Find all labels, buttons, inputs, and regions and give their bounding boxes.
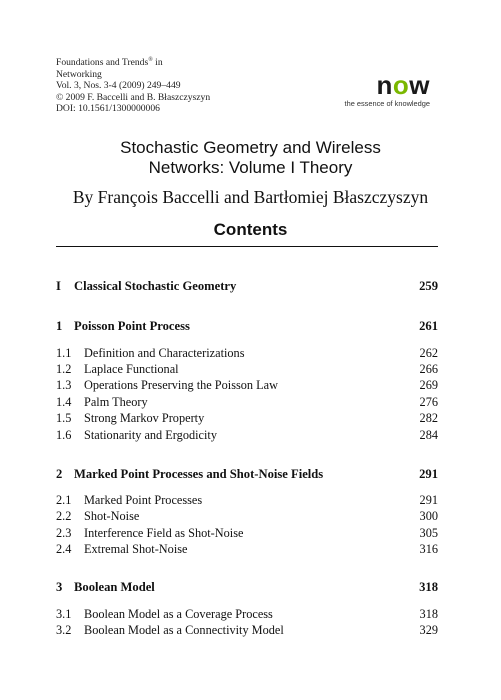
section-page: 262	[419, 346, 438, 360]
chapter-title: Poisson Point Process	[74, 319, 190, 333]
part-number: I	[56, 279, 61, 293]
section-number: 2.2	[56, 509, 72, 523]
section-title: Palm Theory	[84, 395, 148, 409]
chapter-page: 291	[419, 467, 438, 481]
journal-field: Networking	[56, 68, 102, 80]
chapter-page: 318	[419, 580, 438, 594]
section-title: Operations Preserving the Poisson Law	[84, 378, 278, 392]
section-page: 305	[419, 526, 438, 540]
chapter-number: 2	[56, 467, 63, 481]
section-page: 284	[419, 428, 438, 442]
section-page: 316	[419, 542, 438, 556]
section-title: Marked Point Processes	[84, 493, 203, 507]
section-title: Interference Field as Shot-Noise	[84, 526, 244, 540]
section-number: 2.1	[56, 493, 72, 507]
section-number: 3.1	[56, 607, 72, 621]
book-title	[0, 138, 501, 178]
logo-tagline: the essence of knowledge	[344, 99, 430, 108]
journal-in: in	[152, 57, 163, 68]
section-page: 276	[419, 395, 438, 409]
section-number: 2.3	[56, 526, 72, 540]
section-page: 291	[419, 493, 438, 507]
chapter-number: 3	[56, 580, 63, 594]
title-line-1: Stochastic Geometry and Wireless	[120, 138, 381, 157]
logo-wordmark	[340, 72, 440, 98]
section-page: 329	[419, 623, 438, 637]
section-number: 1.6	[56, 428, 72, 442]
chapter-title: Boolean Model	[74, 580, 155, 594]
section-title: Extremal Shot-Noise	[84, 542, 188, 556]
copyright-line: © 2009 F. Baccelli and B. Błaszczyszyn	[56, 91, 211, 103]
section-number: 1.5	[56, 411, 72, 425]
section-title: Definition and Characterizations	[84, 346, 245, 360]
chapter-title: Marked Point Processes and Shot-Noise Fields	[74, 467, 324, 481]
section-page: 269	[419, 378, 438, 392]
volume-info: Vol. 3, Nos. 3-4 (2009) 249–449	[56, 80, 181, 92]
section-title: Strong Markov Property	[84, 411, 205, 425]
section-number: 1.1	[56, 346, 72, 360]
logo-letter-w: w	[409, 70, 430, 100]
journal-line	[56, 57, 210, 69]
section-title: Stationarity and Ergodicity	[84, 428, 217, 442]
section-page: 266	[419, 362, 438, 376]
registered-mark: ®	[148, 57, 153, 63]
logo-letter-n: n	[376, 70, 393, 100]
section-page: 282	[419, 411, 438, 425]
title-line-2: Networks: Volume I Theory	[148, 158, 353, 177]
heading-rule	[56, 246, 438, 247]
section-number: 2.4	[56, 542, 72, 556]
doi-line: DOI: 10.1561/1300000006	[56, 103, 160, 115]
chapter-number: 1	[56, 319, 63, 333]
section-number: 1.4	[56, 395, 72, 409]
section-number: 1.2	[56, 362, 72, 376]
contents-heading: Contents	[213, 220, 288, 239]
section-title: Shot-Noise	[84, 509, 140, 523]
chapter-page: 261	[419, 319, 438, 333]
section-number: 1.3	[56, 378, 72, 392]
section-page: 318	[419, 607, 438, 621]
part-page: 259	[419, 279, 438, 293]
publisher-logo	[340, 72, 440, 108]
section-title: Laplace Functional	[84, 362, 179, 376]
section-title: Boolean Model as a Coverage Process	[84, 607, 273, 621]
journal-name: Foundations and Trends	[56, 57, 149, 68]
section-number: 3.2	[56, 623, 72, 637]
part-title: Classical Stochastic Geometry	[74, 279, 237, 293]
publication-info	[56, 57, 210, 115]
logo-letter-o: o	[392, 70, 410, 100]
section-page: 300	[419, 509, 438, 523]
section-title: Boolean Model as a Connectivity Model	[84, 623, 284, 637]
authors-line: By François Baccelli and Bartłomiej Błaszczyszyn	[72, 187, 429, 207]
